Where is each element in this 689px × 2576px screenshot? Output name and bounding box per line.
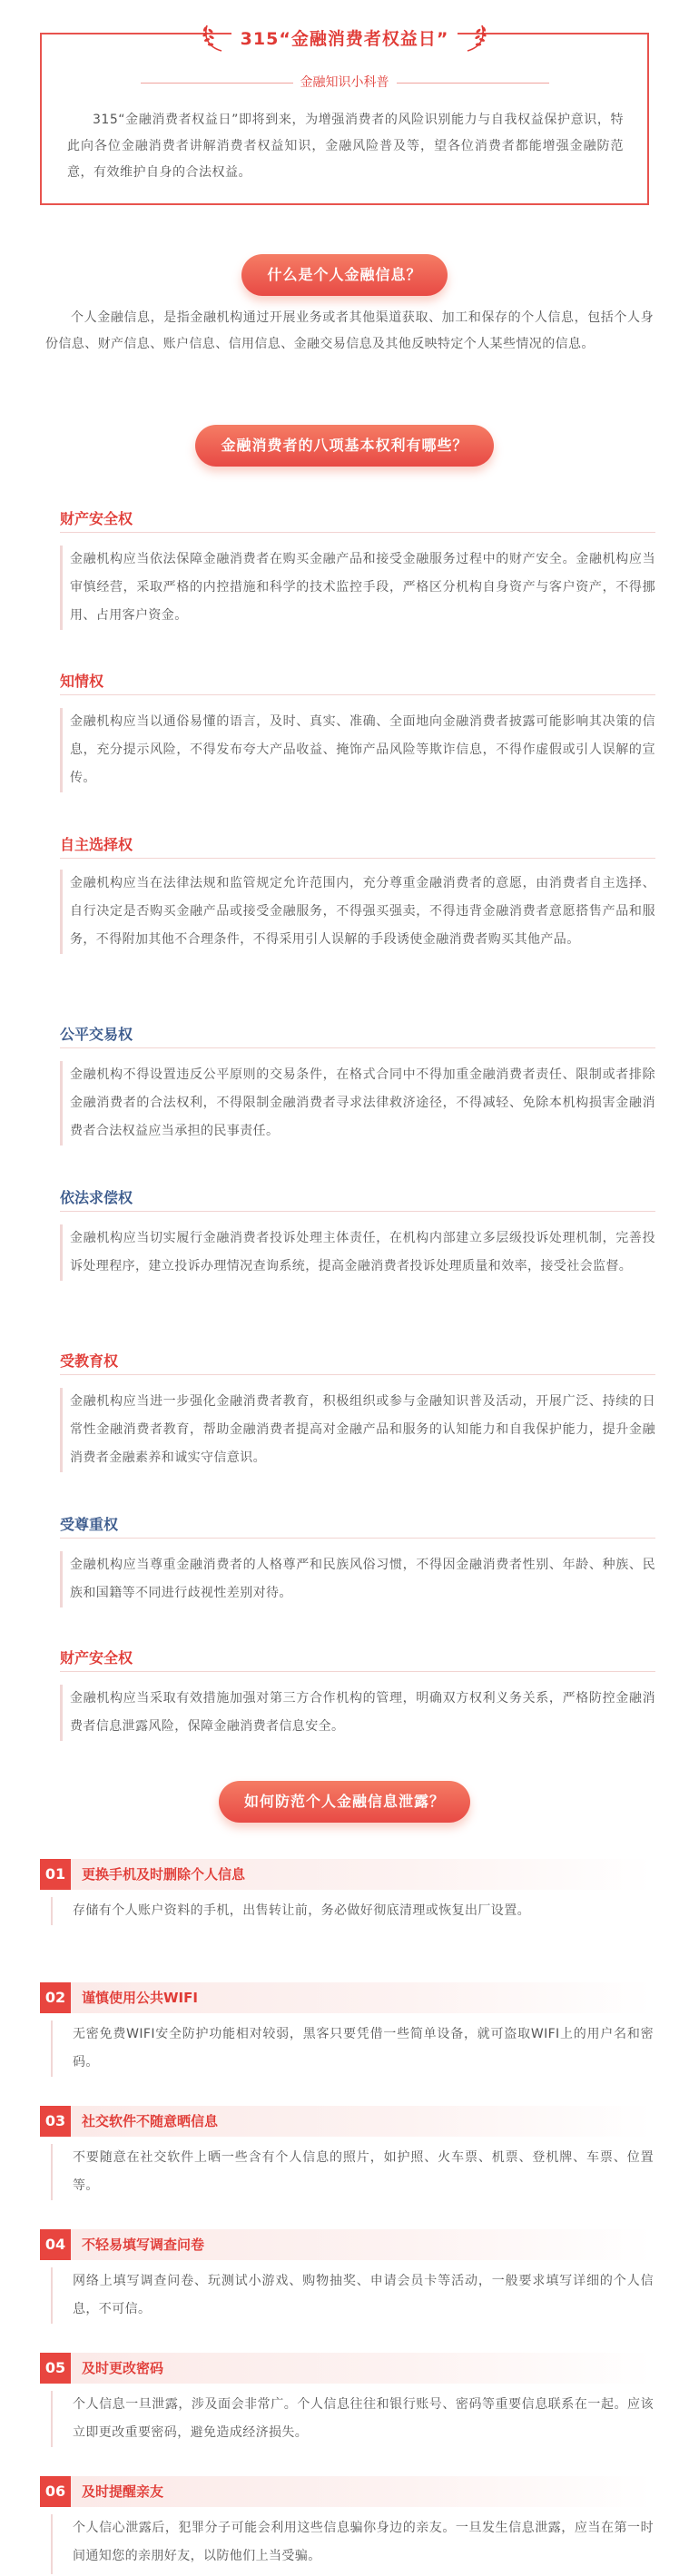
divider [60,1047,655,1048]
divider [397,83,549,84]
tip-body: 网络上填写调查问卷、玩测试小游戏、购物抽奖、申请会员卡等活动，一般要求填写详细的个人信息，不可信。 [51,2267,654,2324]
tip-title: 社交软件不随意晒信息 [82,2113,219,2129]
intro-paragraph: 315“金融消费者权益日”即将到来，为增强消费者的风险识别能力与自我权益保护意识，特此向各位金融消费者讲解消费者权益知识，金融风险普及等，望各位消费者都能增强金融防范意，有效维护自身的合法权益。 [67,113,624,180]
right-body: 金融机构应当采取有效措施加强对第三方合作机构的管理，明确双方权利义务关系，严格防控金融消费者信息泄露风险，保障金融消费者信息安全。 [60,1685,655,1741]
tip-header [40,2476,653,2507]
divider [141,83,293,84]
tip-number: 05 [40,2353,71,2384]
tip-header [40,1982,653,2013]
tip-title: 及时提醒亲友 [82,2483,164,2500]
right-title: 财产安全权 [60,510,133,527]
divider [60,532,655,533]
tip-body: 无密免费WIFI安全防护功能相对较弱，黑客只要凭借一些简单设备，就可盗取WIFI上的用户名和密码。 [51,2020,654,2077]
right-title: 受教育权 [60,1352,119,1370]
tip-number: 04 [40,2229,71,2260]
intro-box [40,28,649,205]
tip-header [40,2229,653,2260]
tip-number: 02 [40,1982,71,2013]
tip-body: 个人信心泄露后，犯罪分子可能会利用这些信息骗你身边的亲友。一旦发生信息泄露，应当在第一时间通知您的亲朋好友，以防他们上当受骗。 [51,2514,654,2574]
intro-subtitle: 金融知识小科普 [300,75,389,90]
divider [60,858,655,859]
tip-header [40,2353,653,2384]
right-body: 金融机构应当进一步强化金融消费者教育，积极组织或参与金融知识普及活动，开展广泛、持续的日常性金融消费者教育，帮助金融消费者提高对金融产品和服务的认知能力和自我保护能力，提升金融消费者金融素养和诚实守信意识。 [60,1388,655,1472]
divider [60,1211,655,1212]
tip-title: 谨慎使用公共WIFI [82,1990,198,2006]
tip-header [40,2106,653,2137]
laurel-left-icon [200,22,227,53]
tip-title: 更换手机及时删除个人信息 [82,1866,246,1883]
tip-title: 及时更改密码 [82,2360,164,2376]
right-body: 金融机构应当切实履行金融消费者投诉处理主体责任，在机构内部建立多层级投诉处理机制，完善投诉处理程序，建立投诉办理情况查询系统，提高金融消费者投诉处理质量和效率，接受社会监督。 [60,1224,655,1281]
right-body: 金融机构不得设置违反公平原则的交易条件，在格式合同中不得加重金融消费者责任、限制或者排除金融消费者的合法权利，不得限制金融消费者寻求法律救济途径，不得减轻、免除本机构损害金融消费者合法权益应当承担的民事责任。 [60,1061,655,1145]
section-title: 金融消费者的八项基本权利有哪些？ [195,425,493,467]
right-title: 财产安全权 [60,1649,133,1667]
tip-title: 不轻易填写调查问卷 [82,2237,205,2253]
right-title: 知情权 [60,673,104,690]
tip-header [40,1859,653,1890]
right-title: 自主选择权 [60,836,133,853]
intro-subtitle-row [42,73,647,91]
intro-title: 315“金融消费者权益日” [231,25,458,50]
right-body: 金融机构应当尊重金融消费者的人格尊严和民族风俗习惯，不得因金融消费者性别、年龄、种族、民族和国籍等不同进行歧视性差别对待。 [60,1551,655,1608]
section-title: 如何防范个人金融信息泄露？ [219,1781,470,1823]
right-title: 受尊重权 [60,1516,119,1533]
right-title: 依法求偿权 [60,1189,133,1206]
intro-header [42,22,647,53]
right-body: 金融机构应当依法保障金融消费者在购买金融产品和接受金融服务过程中的财产安全。金融机构应当审慎经营，采取严格的内控措施和科学的技术监控手段，严格区分机构自身资产与客户资产，不得挪用、占用客户资金。 [60,546,655,630]
tip-number: 01 [40,1859,71,1890]
laurel-right-icon [462,22,489,53]
tip-number: 06 [40,2476,71,2507]
section-heading-rights [0,425,689,467]
right-title: 公平交易权 [60,1026,133,1043]
right-body: 金融机构应当以通俗易懂的语言，及时、真实、准确、全面地向金融消费者披露可能影响其决策的信息，充分提示风险，不得发布夸大产品收益、掩饰产品风险等欺诈信息，不得作虚假或引人误解的宣传。 [60,708,655,792]
section-paragraph: 个人金融信息，是指金融机构通过开展业务或者其他渠道获取、加工和保存的个人信息，包括个人身份信息、财产信息、账户信息、信用信息、金融交易信息及其他反映特定个人某些情况的信息。 [45,310,654,351]
section-title: 什么是个人金融信息？ [241,254,447,296]
tip-body: 不要随意在社交软件上晒一些含有个人信息的照片，如护照、火车票、机票、登机牌、车票、位置等。 [51,2144,654,2200]
tip-body: 个人信息一旦泄露，涉及面会非常广。个人信息往往和银行账号、密码等重要信息联系在一起。应该立即更改重要密码，避免造成经济损失。 [51,2391,654,2447]
divider [60,1671,655,1672]
tip-body: 存储有个人账户资料的手机，出售转让前，务必做好彻底清理或恢复出厂设置。 [51,1897,654,1925]
divider [60,1374,655,1375]
divider [60,1538,655,1539]
divider [60,694,655,695]
section-heading-prevention [0,1781,689,1823]
right-body: 金融机构应当在法律法规和监管规定允许范围内，充分尊重金融消费者的意愿，由消费者自主选择、自行决定是否购买金融产品或接受金融服务，不得强买强卖，不得违背金融消费者意愿搭售产品和服务，不得附加其他不合理条件，不得采用引人误解的手段诱使金融消费者购买其他产品。 [60,870,655,954]
section-heading-personal-info [0,254,689,296]
tip-number: 03 [40,2106,71,2137]
